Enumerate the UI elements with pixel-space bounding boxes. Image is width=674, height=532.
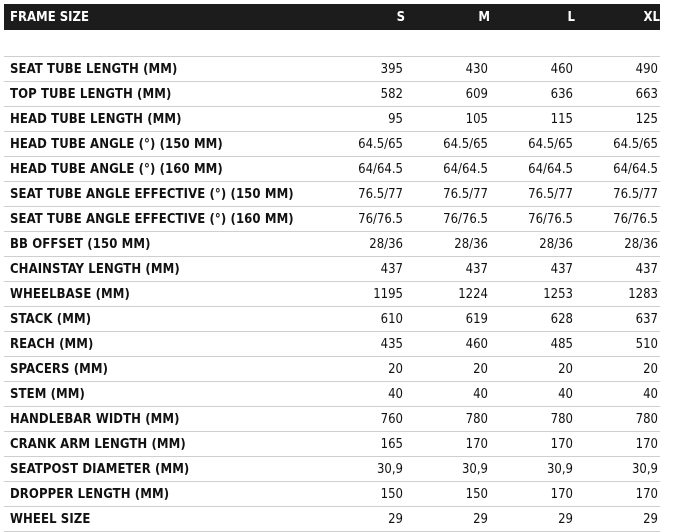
cell-size-xl: 30,9	[631, 461, 658, 477]
cell-size-l: 636	[550, 86, 573, 102]
cell-size-l: 64/64.5	[528, 161, 573, 177]
header-size-m: M	[478, 9, 490, 25]
cell-size-xl: 76.5/77	[613, 186, 658, 202]
table-row	[4, 482, 660, 507]
cell-size-s: 435	[380, 336, 403, 352]
table-row	[4, 207, 660, 232]
table-row	[4, 382, 660, 407]
cell-size-m: 28/36	[454, 236, 488, 252]
cell-size-s: 30,9	[376, 461, 403, 477]
cell-size-xl: 64/64.5	[613, 161, 658, 177]
cell-size-s: 95	[388, 111, 403, 127]
cell-size-s: 76/76.5	[358, 211, 403, 227]
cell-size-s: 395	[380, 61, 403, 77]
table-header	[4, 4, 660, 30]
cell-size-l: 628	[550, 311, 573, 327]
table-row	[4, 232, 660, 257]
cell-size-l: 29	[558, 511, 573, 527]
cell-size-m: 609	[465, 86, 488, 102]
table-row	[4, 432, 660, 457]
cell-size-l: 485	[550, 336, 573, 352]
cell-size-xl: 28/36	[624, 236, 658, 252]
cell-size-l: 115	[550, 111, 573, 127]
row-label: TOP TUBE LENGTH (MM)	[10, 86, 172, 102]
cell-size-s: 20	[388, 361, 403, 377]
table-row	[4, 457, 660, 482]
row-label: SPACERS (MM)	[10, 361, 109, 377]
cell-size-m: 460	[465, 336, 488, 352]
row-label: DROPPER LENGTH (MM)	[10, 486, 170, 502]
cell-size-xl: 125	[635, 111, 658, 127]
row-label: WHEELBASE (MM)	[10, 286, 130, 302]
cell-size-l: 170	[550, 436, 573, 452]
cell-size-l: 170	[550, 486, 573, 502]
table-row	[4, 332, 660, 357]
header-size-xl: XL	[643, 9, 660, 25]
row-label: SEATPOST DIAMETER (MM)	[10, 461, 190, 477]
header-size-s: S	[396, 9, 405, 25]
row-label: HANDLEBAR WIDTH (MM)	[10, 411, 180, 427]
cell-size-s: 64/64.5	[358, 161, 403, 177]
table-row	[4, 157, 660, 182]
cell-size-l: 460	[550, 61, 573, 77]
cell-size-l: 40	[558, 386, 573, 402]
row-label: HEAD TUBE ANGLE (°) (160 MM)	[10, 161, 223, 177]
cell-size-xl: 64.5/65	[613, 136, 658, 152]
row-label: SEAT TUBE ANGLE EFFECTIVE (°) (150 MM)	[10, 186, 294, 202]
row-label: CRANK ARM LENGTH (MM)	[10, 436, 186, 452]
row-label: SEAT TUBE LENGTH (MM)	[10, 61, 178, 77]
cell-size-s: 437	[380, 261, 403, 277]
table-row	[4, 282, 660, 307]
table-row	[4, 307, 660, 332]
cell-size-l: 76.5/77	[528, 186, 573, 202]
cell-size-m: 29	[473, 511, 488, 527]
cell-size-s: 40	[388, 386, 403, 402]
cell-size-m: 76/76.5	[443, 211, 488, 227]
cell-size-s: 150	[380, 486, 403, 502]
geometry-table	[4, 4, 660, 532]
cell-size-xl: 780	[635, 411, 658, 427]
table-row	[4, 107, 660, 132]
cell-size-l: 780	[550, 411, 573, 427]
header-frame-size-label: FRAME SIZE	[10, 9, 89, 25]
cell-size-s: 28/36	[369, 236, 403, 252]
row-label: SEAT TUBE ANGLE EFFECTIVE (°) (160 MM)	[10, 211, 294, 227]
cell-size-xl: 170	[635, 436, 658, 452]
cell-size-m: 430	[465, 61, 488, 77]
cell-size-s: 64.5/65	[358, 136, 403, 152]
row-label: BB OFFSET (150 MM)	[10, 236, 151, 252]
table-row	[4, 82, 660, 107]
row-label: STEM (MM)	[10, 386, 85, 402]
table-row	[4, 257, 660, 282]
cell-size-xl: 29	[643, 511, 658, 527]
cell-size-s: 610	[380, 311, 403, 327]
cell-size-xl: 76/76.5	[613, 211, 658, 227]
table-body	[4, 57, 660, 532]
cell-size-xl: 490	[635, 61, 658, 77]
cell-size-m: 76.5/77	[443, 186, 488, 202]
cell-size-xl: 170	[635, 486, 658, 502]
cell-size-m: 40	[473, 386, 488, 402]
row-label: HEAD TUBE ANGLE (°) (150 MM)	[10, 136, 223, 152]
cell-size-s: 582	[380, 86, 403, 102]
row-label: WHEEL SIZE	[10, 511, 91, 527]
cell-size-s: 29	[388, 511, 403, 527]
cell-size-m: 64/64.5	[443, 161, 488, 177]
cell-size-m: 20	[473, 361, 488, 377]
cell-size-m: 64.5/65	[443, 136, 488, 152]
cell-size-l: 76/76.5	[528, 211, 573, 227]
cell-size-m: 30,9	[461, 461, 488, 477]
row-label: REACH (MM)	[10, 336, 94, 352]
cell-size-m: 105	[465, 111, 488, 127]
cell-size-l: 28/36	[539, 236, 573, 252]
cell-size-m: 150	[465, 486, 488, 502]
cell-size-xl: 20	[643, 361, 658, 377]
table-row	[4, 357, 660, 382]
cell-size-l: 64.5/65	[528, 136, 573, 152]
table-row	[4, 182, 660, 207]
table-row	[4, 507, 660, 532]
cell-size-m: 1224	[458, 286, 488, 302]
cell-size-s: 1195	[373, 286, 403, 302]
cell-size-s: 76.5/77	[358, 186, 403, 202]
cell-size-l: 1253	[543, 286, 573, 302]
cell-size-xl: 663	[635, 86, 658, 102]
cell-size-xl: 437	[635, 261, 658, 277]
cell-size-xl: 637	[635, 311, 658, 327]
row-label: CHAINSTAY LENGTH (MM)	[10, 261, 180, 277]
cell-size-s: 760	[380, 411, 403, 427]
cell-size-m: 780	[465, 411, 488, 427]
cell-size-l: 30,9	[546, 461, 573, 477]
table-row	[4, 57, 660, 82]
cell-size-m: 170	[465, 436, 488, 452]
cell-size-m: 437	[465, 261, 488, 277]
cell-size-l: 20	[558, 361, 573, 377]
cell-size-s: 165	[380, 436, 403, 452]
row-label: HEAD TUBE LENGTH (MM)	[10, 111, 182, 127]
cell-size-xl: 510	[635, 336, 658, 352]
table-row	[4, 407, 660, 432]
table-row	[4, 132, 660, 157]
cell-size-l: 437	[550, 261, 573, 277]
header-size-l: L	[567, 9, 575, 25]
cell-size-xl: 1283	[628, 286, 658, 302]
row-label: STACK (MM)	[10, 311, 92, 327]
cell-size-m: 619	[465, 311, 488, 327]
cell-size-xl: 40	[643, 386, 658, 402]
header-spacer	[4, 30, 660, 57]
